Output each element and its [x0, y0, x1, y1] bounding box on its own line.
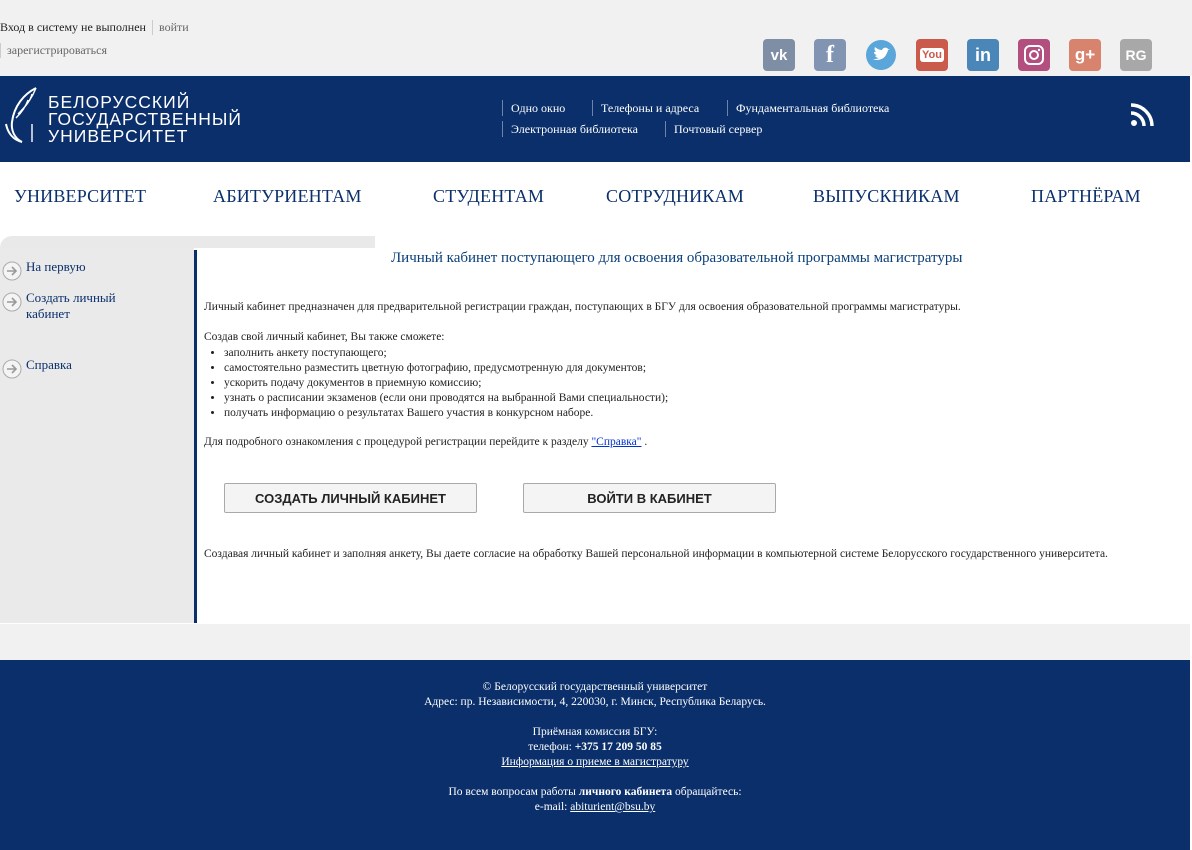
help-link[interactable]: "Справка"	[591, 436, 642, 448]
nav-divider	[0, 236, 375, 248]
rss-icon[interactable]	[1130, 103, 1154, 127]
magistracy-info-link[interactable]: Информация о приеме в магистратуру	[501, 756, 689, 768]
list-item: • получать информацию о результатах Вашего участия в конкурсном наборе.	[224, 406, 668, 421]
login-link[interactable]: войти	[152, 20, 189, 35]
instagram-icon[interactable]	[1018, 39, 1050, 71]
header-link-mail[interactable]: Почтовый сервер	[665, 121, 762, 137]
sidebar-item-create-cabinet[interactable]	[2, 290, 136, 322]
footer-email-label: e-mail:	[534, 801, 568, 813]
nav-alumni[interactable]: ВЫПУСКНИКАМ	[813, 186, 960, 206]
facebook-icon-glyph: f	[826, 41, 834, 68]
footer-questions-line	[0, 785, 1190, 800]
header-link-phones[interactable]: Телефоны и адреса	[592, 100, 699, 116]
page-title: Личный кабинет поступающего для освоения образовательной программы магистратуры	[391, 250, 963, 266]
youtube-icon[interactable]	[916, 39, 948, 71]
linkedin-icon[interactable]	[967, 39, 999, 71]
youtube-icon-glyph: You	[922, 49, 942, 61]
arrow-right-icon	[2, 359, 22, 379]
footer-questions-bold: личного кабинета	[578, 786, 673, 798]
arrow-right-icon	[2, 292, 22, 312]
researchgate-icon-glyph: RG	[1125, 47, 1147, 63]
twitter-icon[interactable]	[865, 39, 897, 71]
footer-address: Адрес: пр. Независимости, 4, 220030, г. Минск, Республика Беларусь.	[424, 696, 766, 708]
logo-line-1: БЕЛОРУССКИЙ	[48, 92, 191, 112]
help-reference-text: Для подробного ознакомления с процедурой регистрации перейдите к разделу	[204, 436, 589, 448]
site-footer	[0, 660, 1190, 850]
consent-text: Создавая личный кабинет и заполняя анкету, Вы даете согласие на обработку Вашей персональной информации в компьютерной системе Белорусского государственного университета.	[204, 548, 1108, 560]
sidebar-item-home[interactable]	[2, 259, 156, 281]
sidebar-item-label: Создать личный кабинет	[26, 290, 116, 321]
vk-icon-glyph: vk	[770, 46, 788, 64]
login-status-text: Вход в систему не выполнен	[0, 20, 146, 34]
footer-magistracy-line	[0, 755, 1190, 770]
footer-questions-pre: По всем вопросам работы	[448, 786, 576, 798]
help-reference	[204, 436, 647, 448]
footer-spacer	[0, 624, 1190, 660]
nav-applicants[interactable]: АБИТУРИЕНТАМ	[213, 186, 362, 206]
sidebar	[0, 248, 194, 623]
sidebar-divider	[194, 250, 197, 623]
footer-email-link[interactable]: abiturient@bsu.by	[570, 801, 656, 813]
header-link-library[interactable]: Фундаментальная библиотека	[727, 100, 889, 116]
sidebar-item-help[interactable]	[2, 357, 156, 379]
nav-university[interactable]: УНИВЕРСИТЕТ	[14, 186, 147, 206]
footer-copyright: © Белорусский государственный университет	[482, 681, 708, 693]
footer-phone-label: телефон:	[528, 741, 572, 753]
site-header	[0, 76, 1190, 162]
login-cabinet-button[interactable]: ВОЙТИ В КАБИНЕТ	[523, 483, 776, 513]
footer-email-line	[0, 800, 1190, 815]
sidebar-item-label: Справка	[26, 357, 72, 372]
header-link-elibrary[interactable]: Электронная библиотека	[502, 121, 638, 137]
facebook-icon[interactable]	[814, 39, 846, 71]
list-item: • самостоятельно разместить цветную фотографию, предусмотренную для документов;	[224, 361, 668, 376]
register-link[interactable]: зарегистрироваться	[0, 43, 107, 58]
linkedin-icon-glyph: in	[975, 44, 991, 65]
footer-phone: +375 17 209 50 85	[574, 741, 662, 753]
googleplus-icon-glyph: g+	[1074, 45, 1096, 64]
footer-questions-post: обращайтесь:	[674, 786, 742, 798]
university-logo-icon[interactable]	[2, 84, 40, 144]
nav-partners[interactable]: ПАРТНЁРАМ	[1031, 186, 1141, 206]
university-name[interactable]	[48, 94, 242, 145]
benefits-list	[224, 346, 668, 421]
logo-line-2: ГОСУДАРСТВЕННЫЙ	[48, 109, 242, 129]
logo-line-3: УНИВЕРСИТЕТ	[48, 126, 189, 146]
vk-icon[interactable]	[763, 39, 795, 71]
footer-committee: Приёмная комиссия БГУ:	[532, 726, 658, 738]
header-link-one-window[interactable]: Одно окно	[502, 100, 565, 116]
top-bar	[0, 0, 1192, 76]
create-cabinet-button[interactable]: СОЗДАТЬ ЛИЧНЫЙ КАБИНЕТ	[224, 483, 477, 513]
researchgate-icon[interactable]	[1120, 39, 1152, 71]
list-item: • ускорить подачу документов в приемную комиссию;	[224, 376, 668, 391]
twitter-icon-shape	[865, 39, 897, 71]
googleplus-icon[interactable]	[1069, 39, 1101, 71]
nav-students[interactable]: СТУДЕНТАМ	[433, 186, 545, 206]
list-item: • заполнить анкету поступающего;	[224, 346, 668, 361]
list-item: • узнать о расписании экзаменов (если они проводятся на выбранной Вами специальности);	[224, 391, 668, 406]
arrow-right-icon	[2, 261, 22, 281]
help-reference-tail: .	[644, 436, 648, 448]
benefits-lead: Создав свой личный кабинет, Вы также сможете:	[204, 331, 445, 343]
nav-staff[interactable]: СОТРУДНИКАМ	[606, 186, 744, 206]
intro-text: Личный кабинет предназначен для предварительной регистрации граждан, поступающих в БГУ для освоения образовательной программы магистратуры.	[204, 301, 961, 313]
footer-phone-line	[0, 740, 1190, 755]
sidebar-item-label: На первую	[26, 259, 86, 274]
instagram-icon-shape	[1023, 44, 1045, 66]
